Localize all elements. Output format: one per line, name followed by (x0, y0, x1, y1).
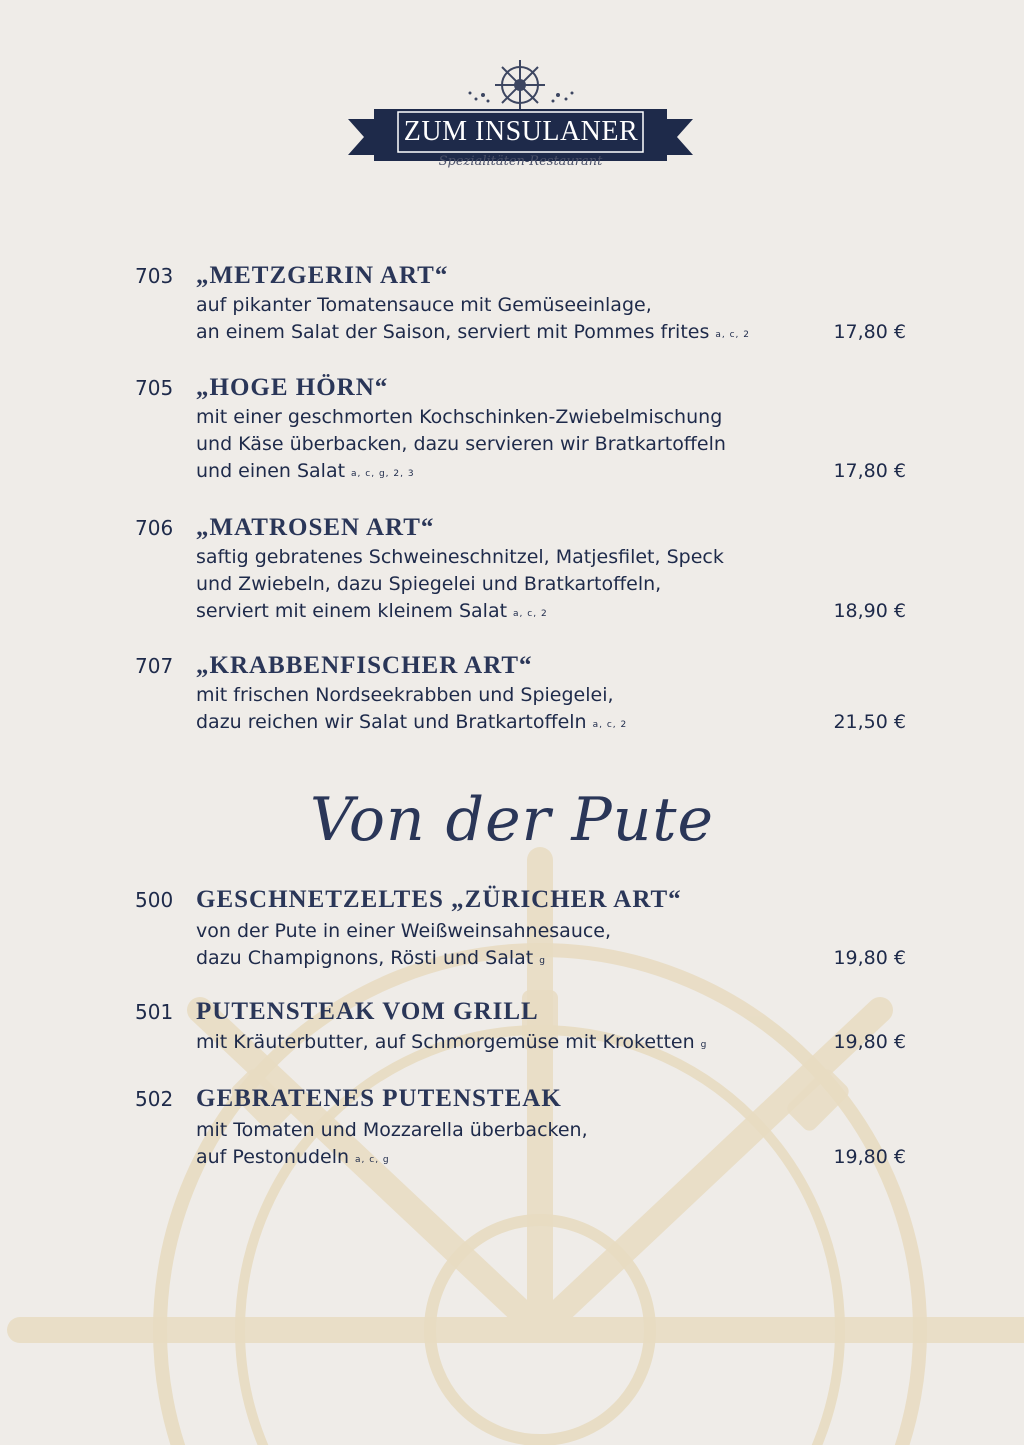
item-number: 707 (135, 654, 174, 678)
item-description: auf pikanter Tomatensauce mit Gemüseeinlage, an einem Salat der Saison, serviert mit Pommes frites a, c, 2 (196, 294, 751, 343)
item-number: 703 (135, 264, 174, 288)
item-price: 21,50 € (833, 711, 906, 733)
item-price: 19,80 € (833, 1146, 906, 1168)
item-number: 501 (135, 1000, 174, 1024)
item-number: 705 (135, 376, 174, 400)
allergen-codes: a, c, 2 (513, 609, 548, 619)
section-heading: Von der Pute (310, 785, 714, 855)
allergen-codes: a, c, 2 (592, 720, 628, 730)
item-title: GEBRATENES PUTENSTEAK (196, 1085, 562, 1112)
allergen-codes: a, c, 2 (715, 330, 751, 340)
allergen-codes: a, c, g (355, 1155, 390, 1165)
item-number: 500 (135, 888, 174, 912)
allergen-codes: a, c, g, 2, 3 (351, 469, 415, 479)
allergen-codes: g (700, 1040, 708, 1050)
item-description: mit Tomaten und Mozzarella überbacken, auf Pestonudeln a, c, g (196, 1119, 588, 1168)
item-title: GESCHNETZELTES „ZÜRICHER ART“ (196, 886, 682, 913)
item-number: 502 (135, 1087, 174, 1111)
logo-subtitle: Spezialitäten-Restaurant (438, 154, 603, 169)
item-description: mit einer geschmorten Kochschinken-Zwiebelmischung und Käse überbacken, dazu servieren wir Bratkartoffeln und einen Salat a, c, g, 2, 3 (196, 406, 726, 482)
item-description: mit frischen Nordseekrabben und Spiegelei, dazu reichen wir Salat und Bratkartoffeln a, c, 2 (196, 684, 628, 733)
item-price: 19,80 € (833, 947, 906, 969)
item-number: 706 (135, 516, 174, 540)
item-title: „METZGERIN ART“ (196, 262, 449, 289)
item-price: 19,80 € (833, 1031, 906, 1053)
item-title: „MATROSEN ART“ (196, 514, 435, 541)
item-price: 17,80 € (833, 321, 906, 343)
item-description: von der Pute in einer Weißweinsahnesauce, dazu Champignons, Rösti und Salat g (196, 920, 612, 969)
item-title: „KRABBENFISCHER ART“ (196, 652, 533, 679)
item-title: PUTENSTEAK VOM GRILL (196, 998, 539, 1025)
allergen-codes: g (539, 956, 546, 966)
item-price: 18,90 € (833, 600, 906, 622)
logo-name: ZUM INSULANER (403, 116, 639, 147)
item-title: „HOGE HÖRN“ (196, 374, 389, 401)
item-description: mit Kräuterbutter, auf Schmorgemüse mit Kroketten g (196, 1031, 708, 1053)
item-price: 17,80 € (833, 460, 906, 482)
item-description: saftig gebratenes Schweineschnitzel, Matjesfilet, Speck und Zwiebeln, dazu Spiegelei und Bratkartoffeln, serviert mit einem kleinem Salat a, c, 2 (196, 546, 724, 622)
